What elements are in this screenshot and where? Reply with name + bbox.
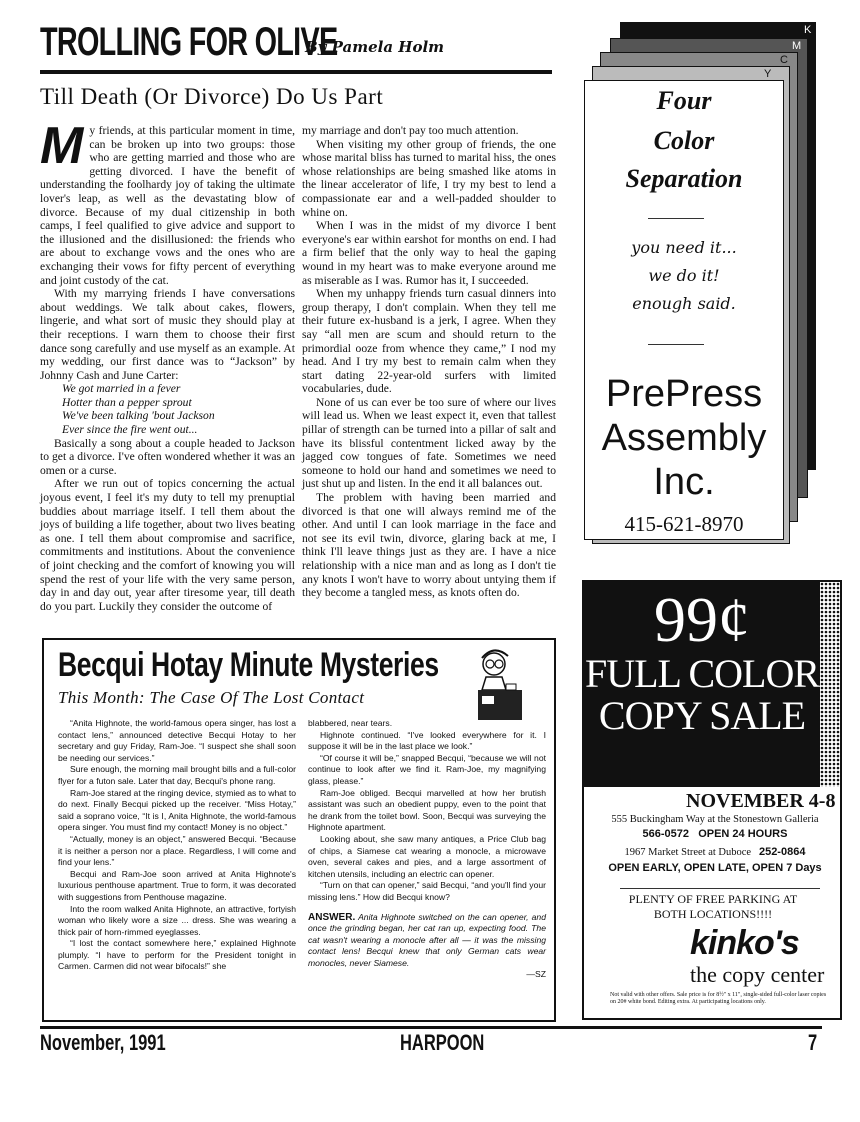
hours-2: OPEN EARLY, OPEN LATE, OPEN 7 Days [608, 862, 822, 874]
answer-paragraph [308, 912, 546, 970]
ad-headline-line-1: Four [656, 86, 712, 115]
sale-dates: NOVEMBER 4-8 [686, 790, 836, 812]
paragraph: y friends, at this particular moment in time, can be broken up into two groups: those who are getting married and those who are getting divorced. I have the benefit of understanding the foolhardy joy of taking the ultimate lover's leap, as well as the devastating blow of divorce. Because of my dual citizenship in both camps, I feel qualified to give advice and support to the illusioned and the disillusioned: the friends who are about to exchange vows and the ones who are exchanging their vows for fifty percent of everything and joint custody of the cat. [40, 124, 295, 287]
ad-headline-line-2: Color [653, 126, 715, 155]
mystery-column-2 [308, 718, 546, 981]
paragraph: With my marrying friends I have conversations about weddings. We talk about cakes, flowers, lingerie, and what sort of music they should play at their receptions. I warn them to choose their first dance song carefully and use myself as an example. At my wedding, our first dance was to “Jackson” by Johnny Cash and June Carter: [40, 287, 295, 382]
mystery-column-1 [58, 718, 296, 973]
ad-script-line-1: you need it... [631, 238, 737, 257]
paragraph: “Actually, money is an object,” answered Becqui. “Because it is neither a person nor a place. Regardless, I will come and find your lens.” [58, 833, 296, 868]
paragraph: None of us can ever be too sure of where our lives will lead us. When we least expect it, even that tallest pillar of strength can be turned into a pillar of salt and have its blissful contentment licked away by the jagged cow tongues of fate. Sometimes we need someone to hold our hand and sometimes we need to just shut up and listen. In the end it all balances out. [302, 395, 556, 491]
sale-price: 99¢ [654, 584, 750, 655]
mystery-title: Becqui Hotay Minute Mysteries [58, 646, 439, 684]
paragraph: The problem with having been married and divorced is that one will always remind me of the other. And until I can look marriage in the face and not see its evil twin, divorce, glaring back at me, I think I'll leave things just as they are. I have a nice relationship with a nice man and as long as I don't tie any knots I won't have to worry about untying them if they become a tangled mess, as knots often do. [302, 491, 556, 600]
divider [620, 888, 820, 889]
halftone-edge [820, 582, 840, 787]
hours-1: OPEN 24 HOURS [698, 828, 788, 840]
lyric-line: Hotter than a pepper sprout [62, 395, 192, 409]
lyric-line: We got married in a fever [62, 382, 181, 396]
title-rule [40, 70, 552, 74]
paragraph: blabbered, near tears. [308, 718, 393, 728]
location-1-info [600, 828, 830, 840]
paragraph: When my unhappy friends turn casual dinners into group therapy, I don't complain. When they tell me their future ex-husband is a jerk, I agree. When they say “all men are scum and should return to the primordial ooze from whence they came,” I nod my head. And I try my best to remain calm when they start dating 22-year-old surfers with limited vocabularies, dude. [302, 287, 556, 396]
address-1: 555 Buckingham Way at the Stonestown Galleria [611, 814, 819, 825]
kinkos-logo: kinko's [690, 924, 799, 962]
paragraph: Into the room walked Anita Highnote, an attractive, fortyish woman who likely wore a size ... dress. She was wearing a thick pair of horn-rimmed eyeglasses. [58, 903, 296, 937]
byline: By Pamela Holm [305, 38, 445, 56]
prepress-phone: 415-621-8970 [624, 512, 744, 536]
prepress-logo-line-3: Inc. [653, 461, 715, 503]
footer-rule [40, 1026, 822, 1029]
fine-print: Not valid with other offers. Sale price is for 8½" x 11", single-sided full-color laser copies on 20# white bond. Editing extra. At participating locations only. [610, 992, 827, 1005]
prepress-logo-line-2: Assembly [601, 417, 767, 459]
ad-script-line-2: we do it! [648, 266, 720, 285]
answer-text: Anita Highnote switched on the can opener, and once the grinding began, her cat ran up, expecting food. The cat wasn't wearing a monocle after all — it was the missing contact lens! Becqui knew that only German cats wear monocles, never Siamese. [308, 911, 546, 968]
lyric-line: Ever since the fire went out... [62, 423, 198, 437]
prepress-logo-line-1: PrePress [605, 373, 763, 415]
plate-letter: M [792, 40, 802, 52]
magazine-name: HARPOON [400, 1030, 485, 1055]
paragraph: When I was in the midst of my divorce I bent everyone's ear within earshot for months on end. I had a firm belief that the only way to heal the gaping wound in my heart was to make everyone around me as miserable as I was. Rumor has it, I succeeded. [302, 219, 556, 287]
location-2-info [600, 846, 830, 858]
plate-letter: Y [764, 68, 772, 80]
paragraph: Becqui and Ram-Joe soon arrived at Anita Highnote's luxurious penthouse apartment. True to form, it was decorated with suggestions from Penthouse magazine. [58, 868, 296, 902]
mystery-subtitle: This Month: The Case Of The Lost Contact [58, 688, 365, 707]
paragraph: Sure enough, the morning mail brought bills and a full-color flyer for a futon sale. Later that day, Becqui's phone rang. [58, 764, 296, 786]
ad-script-line-3: enough said. [632, 294, 736, 313]
drop-cap: M [40, 117, 84, 175]
article-column-2 [302, 124, 556, 600]
plate-letter: K [804, 24, 812, 36]
kinkos-tagline: the copy center [690, 962, 825, 987]
paragraph: After we run out of topics concerning the actual joyous event, I feel it's my duty to tell my prenuptial buddies about marriage itself. I tell them about the joys of building a life together, about two lives beating as one. I tell them about compromise and sacrifice, commitments and institutions. About the convenience of joint checking and the comfort of knowing you will spend the rest of your life with the very same person, day in and day out, year after tiresome year, till death do you part. Luckily they consider the outcome of [40, 477, 295, 613]
phone-1: 566-0572 [642, 828, 690, 840]
paragraph: Ram-Joe stared at the ringing device, stymied as to what to do next. Finally Becqui picked up the receiver. “Miss Hotay,” said a soprano voice, “It is I, Anita Highnote, the world-famous opera singer. You must find my contact! Money is no object.” [58, 787, 296, 833]
article-column-1 [40, 117, 295, 613]
column-title: TROLLING FOR OLIVE [40, 20, 338, 64]
answer-label: ANSWER. [308, 911, 356, 923]
divider [648, 218, 704, 219]
issue-date: November, 1991 [40, 1030, 166, 1055]
paragraph: “I lost the contact somewhere here,” explained Highnote plumply. “I have to perform for the President tonight in Carmen. Carmen did not wear bifocals!” she [58, 938, 296, 972]
sale-line-2: COPY SALE [598, 693, 806, 738]
paragraph: When visiting my other group of friends, the one whose marital bliss has turned to marital hiss, the ones whose relationships are being smashed like atoms in the linear accelerator of life, I try my best to lend a compassionate ear and a well-padded shoulder to whine on. [302, 137, 556, 219]
sale-line-1: FULL COLOR [584, 651, 820, 696]
address-2: 1967 Market Street at Duboce [624, 847, 752, 858]
divider [648, 344, 704, 345]
paragraph: Looking about, she saw many antiques, a Price Club bag of chips, a Siamese cat wearing a monocle, a microwave oven, several cakes and pies, and a large assortment of kitchen utensils, including an electric can opener. [308, 833, 546, 879]
phone-2: 252-0864 [758, 846, 806, 858]
detective-desk-icon [470, 644, 528, 722]
paragraph: Basically a song about a couple headed to Jackson to get a divorce. I've often wondered whether it was an omen or a curse. [40, 436, 295, 477]
lyric-line: We've been talking 'bout Jackson [62, 409, 215, 423]
ad-headline-line-3: Separation [625, 164, 743, 193]
headline: Till Death (Or Divorce) Do Us Part [40, 84, 384, 109]
page-number: 7 [808, 1030, 818, 1055]
song-lyrics [62, 382, 295, 436]
parking-note: PLENTY OF FREE PARKING AT BOTH LOCATIONS!!!! [628, 892, 798, 921]
paragraph: Highnote continued. “I've looked everywhere for it. I suppose it will be in the last place we look.” [308, 729, 546, 752]
paragraph: my marriage and don't pay too much attention. [302, 124, 519, 137]
plate-letter: C [780, 54, 788, 66]
paragraph: “Of course it will be,” snapped Becqui, “because we will not continue to look after we find it. Ram-Joe, my magnifying glass, please.” [308, 752, 546, 786]
paragraph: “Turn on that can opener,” said Becqui, “and you'll find your missing lens.” How did Becqui know? [308, 880, 546, 902]
paragraph: “Anita Highnote, the world-famous opera singer, has lost a contact lens,” announced detective Becqui Hotay to her secretary and guy Friday, Ram-Joe. “I suspect she shall soon be needing our services.” [58, 718, 296, 763]
signature: —SZ [526, 969, 546, 980]
paragraph: Ram-Joe obliged. Becqui marvelled at how her brutish assistant was such an obedient puppy, even to the point that he drank from the toilet bowl. Soon, Becqui was surveying the Highnote apartment. [308, 787, 546, 833]
